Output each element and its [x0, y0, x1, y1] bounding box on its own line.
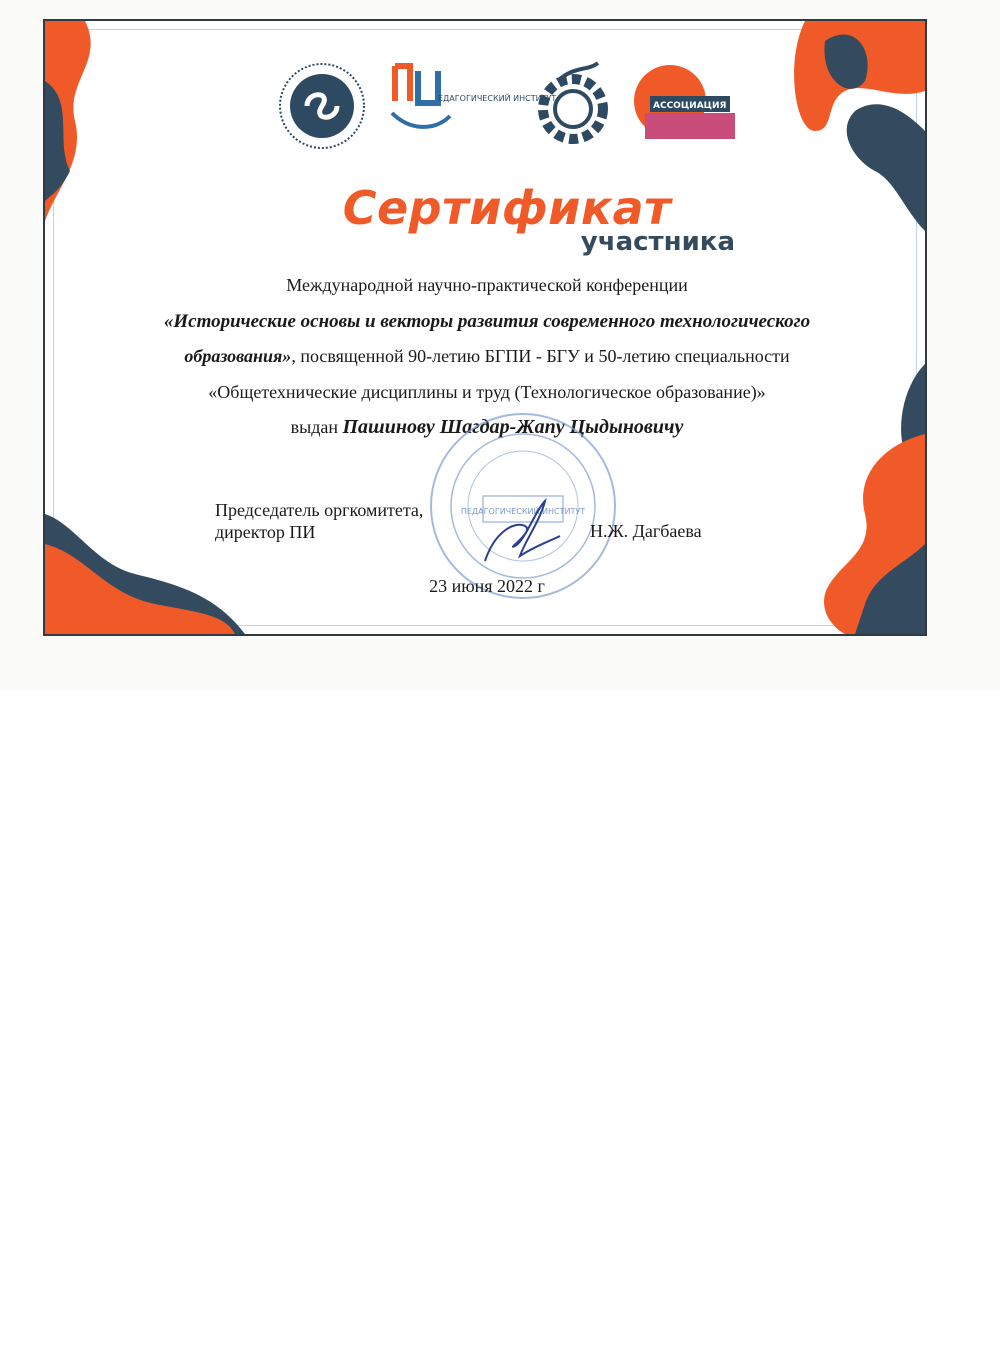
- partner-logos: [45, 61, 925, 161]
- signer-name: Н.Ж. Дагбаева: [590, 521, 702, 541]
- handwritten-signature: [465, 491, 585, 571]
- issue-date: 23 июня 2022 г: [429, 576, 545, 596]
- dedication-text: , посвященной 90-летию БГПИ - БГУ и 50-летию специальности: [291, 346, 790, 366]
- gear-logo: [528, 61, 618, 151]
- conference-title: «Исторические основы и векторы развития современного технологического: [163, 311, 811, 332]
- signer-role-line1: Председатель оргкомитета,: [215, 500, 424, 520]
- recipient-name: Пашинову Шагдар-Жапу Цыдыновичу: [342, 416, 684, 438]
- logo-text: АССОЦИАЦИЯ: [653, 101, 727, 111]
- pedagogical-institute-logo: [390, 61, 557, 146]
- signer-role: [215, 499, 423, 543]
- stamp-text: ПЕДАГОГИЧЕСКИЙ ИНСТИТУТ: [460, 507, 586, 516]
- conference-type: Международной научно-практической конференции: [286, 275, 688, 295]
- specialty-line: «Общетехнические дисциплины и труд (Технологическое образование)»: [208, 382, 766, 402]
- logo-text: ЕДАГОГИЧЕСКИЙ ИНСТИТУТ: [438, 94, 557, 103]
- dedication-line: [45, 346, 929, 367]
- signer-role-line2: директор ПИ: [215, 522, 316, 542]
- certificate-title: Сертификат: [342, 181, 672, 235]
- conference-title-end: образования»: [184, 346, 292, 366]
- issued-label: выдан: [290, 417, 343, 437]
- certificate: [43, 19, 927, 636]
- certificate-subtitle: участника: [580, 227, 735, 257]
- teachers-association-logo: [630, 61, 740, 146]
- university-seal-logo: [277, 61, 367, 151]
